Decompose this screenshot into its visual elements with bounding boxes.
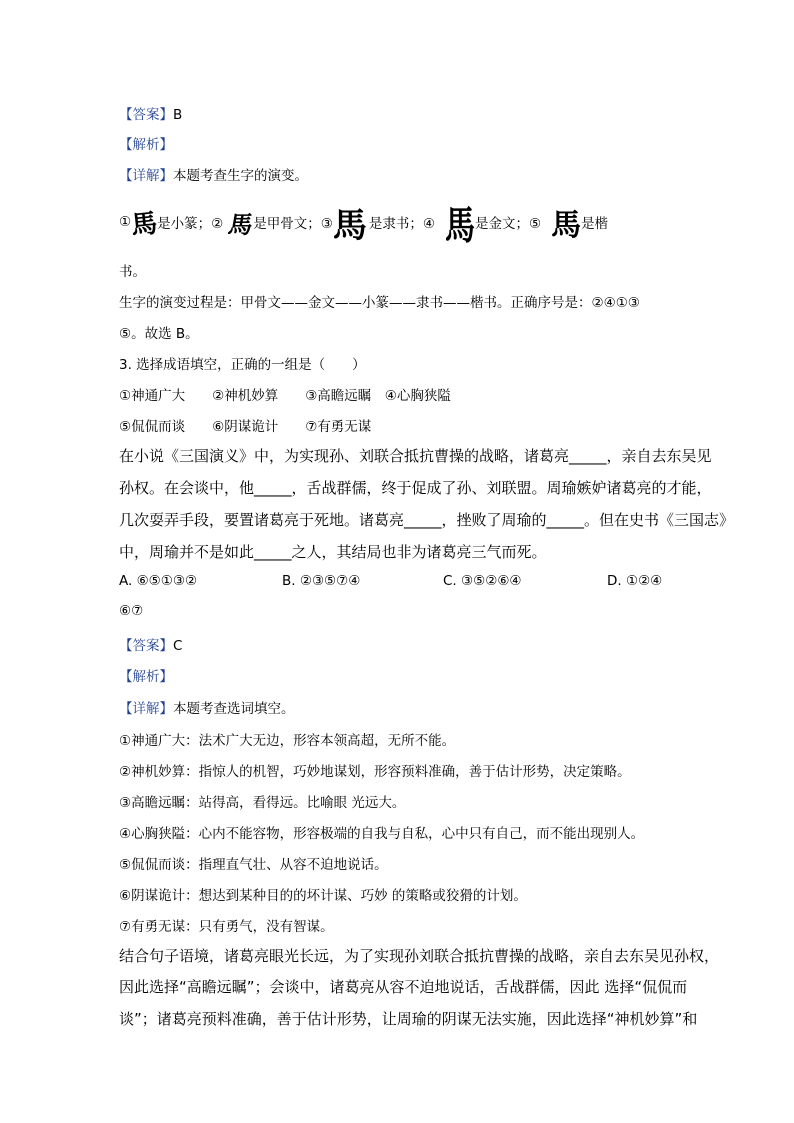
detail-line-2 (119, 697, 295, 717)
idiom-row-2: ⑤侃侃而谈 ⑥阴谋诡计 ⑦有勇无谋 (119, 419, 372, 435)
option-d: D. ①②④ (607, 573, 663, 589)
detail-line-1 (119, 164, 308, 184)
answer-tag: 【答案】 (119, 638, 173, 654)
definition-3: ③高瞻远瞩：站得高，看得远。比喻眼 光远大。 (119, 795, 406, 811)
definition-6: ⑥阴谋诡计：想达到某种目的的坏计谋、巧妙 的策略或狡猾的计划。 (119, 888, 527, 904)
answer-line-1 (119, 103, 182, 123)
evolution-tail: 书。 (119, 264, 146, 280)
detail-text: 本题考查生字的演变。 (173, 168, 308, 184)
definition-7: ⑦有勇无谋：只有勇气，没有智谋。 (119, 919, 334, 935)
analysis-tag: 【解析】 (119, 137, 173, 153)
definition-2: ②神机妙算：指惊人的机智，巧妙地谋划，形容预料准确，善于估计形势，决定策略。 (119, 764, 631, 780)
answer-line-2 (119, 634, 182, 654)
analysis-tag: 【解析】 (119, 669, 173, 685)
analysis-line-2 (119, 665, 173, 685)
question-paragraph-3: 几次耍弄手段，要置诸葛亮于死地。诸葛亮_____，挫败了周瑜的_____。但在史书《三国志》 (119, 511, 735, 529)
conclusion-line-1: 结合句子语境，诸葛亮眼光长远，为了实现孙刘联合抵抗曹操的战略，亲自去东吴见孙权， (119, 947, 720, 965)
option-d-tail: ⑥⑦ (119, 603, 144, 619)
definition-1: ①神通广大：法术广大无边，形容本领高超，无所不能。 (119, 733, 456, 749)
evo-label-1: 是小篆；② (157, 216, 224, 232)
definition-4: ④心胸狭隘：心内不能容物，形容极端的自我与自私，心中只有自己，而不能出现别人。 (119, 826, 645, 842)
detail-tag: 【详解】 (119, 168, 173, 184)
evo-label-2: 是甲骨文；③ (253, 216, 333, 232)
clerical-script-horse-image: 馬 (332, 205, 365, 246)
question-paragraph-2: 孙权。在会谈中，他_____，舌战群儒，终于促成了孙、刘联盟。周瑜嫉妒诸葛亮的才能， (119, 479, 712, 497)
regular-script-horse-image: 馬 (551, 208, 582, 243)
oracle-bone-horse-image: 馬 (226, 209, 256, 239)
question-paragraph-1: 在小说《三国演义》中，为实现孙、刘联合抵抗曹操的战略，诸葛亮_____，亲自去东吴见 (119, 447, 712, 465)
conclusion-line-3: 谈”；诸葛亮预料准确，善于估计形势，让周瑜的阴谋无法实施，因此选择“神机妙算”和 (119, 1010, 698, 1028)
definition-5: ⑤侃侃而谈：指理直气壮、从容不迫地说话。 (119, 857, 388, 873)
question-paragraph-4: 中，周瑜并不是如此_____之人，其结局也非为诸葛亮三气而死。 (119, 543, 547, 561)
evo-label-3: 是隶书；④ (368, 216, 435, 232)
process-line-1: 生字的演变过程是：甲骨文——金文——小篆——隶书——楷书。正确序号是：②④①③ (119, 295, 640, 311)
bronze-script-horse-image: 馬 (444, 203, 475, 250)
answer-tag: 【答案】 (119, 107, 173, 123)
detail-text: 本题考查选词填空。 (173, 701, 295, 717)
evo-label-5: 是楷 (581, 216, 609, 232)
option-b: B. ②③⑤⑦④ (282, 573, 361, 589)
idiom-row-1: ①神通广大 ②神机妙算 ③高瞻远瞩 ④心胸狭隘 (119, 388, 451, 404)
evo-num-1: ① (119, 214, 132, 230)
analysis-line-1 (119, 133, 173, 153)
answer-value: C (173, 638, 183, 654)
conclusion-line-2: 因此选择“高瞻远瞩”；会谈中，诸葛亮从容不迫地说话，舌战群儒，因此 选择“侃侃而 (119, 978, 688, 996)
detail-tag: 【详解】 (119, 701, 173, 717)
option-c: C. ③⑤②⑥④ (443, 573, 522, 589)
process-line-2: ⑤。故选 B。 (119, 326, 199, 342)
seal-script-horse-image: 馬 (129, 208, 159, 241)
answer-value: B (173, 107, 183, 123)
evo-label-4: 是金文；⑤ (474, 216, 542, 232)
evolution-line (119, 196, 608, 248)
option-a: A. ⑥⑤①③② (119, 573, 198, 589)
question-stem: 3. 选择成语填空，正确的一组是（ ） (119, 357, 366, 373)
